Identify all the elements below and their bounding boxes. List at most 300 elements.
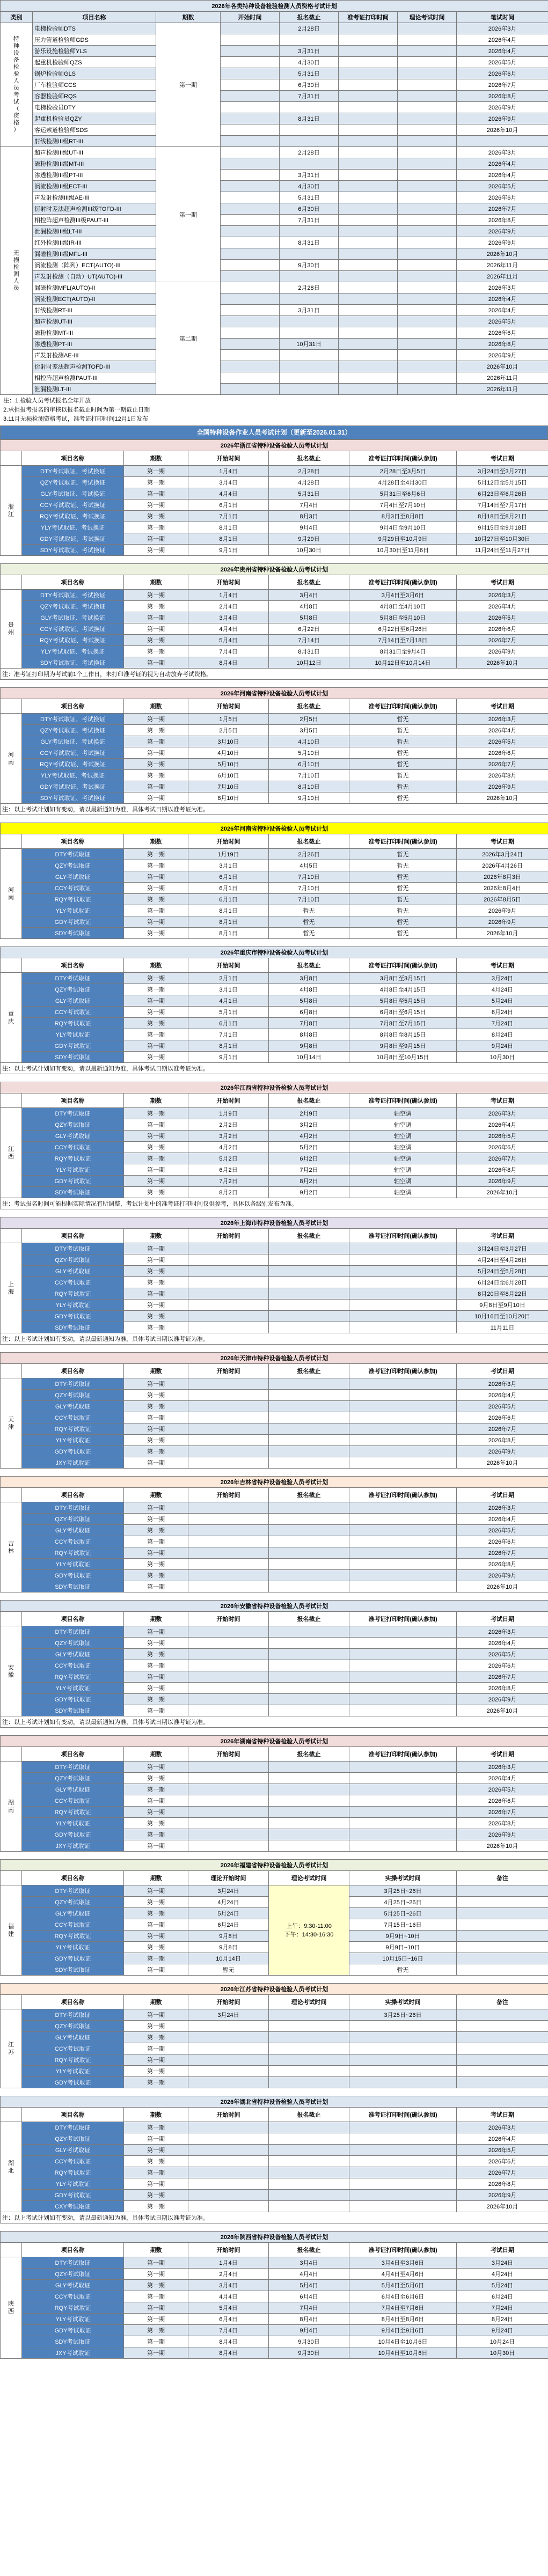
cell: 7月24日 xyxy=(457,2302,548,2314)
province-title: 2026年湖南省特种设备检验人员考试计划 xyxy=(1,1736,548,1747)
theory-date xyxy=(398,79,457,91)
cell: 10月24日 xyxy=(457,2336,548,2347)
cell xyxy=(188,2032,269,2043)
header-cell: 考试日期 xyxy=(457,2108,548,2122)
table-row xyxy=(1,46,548,57)
cell xyxy=(269,1626,349,1638)
ticket-print xyxy=(339,181,398,192)
cell xyxy=(349,1795,457,1807)
province-title: 2026年河南省特种设备检验人员考试计划 xyxy=(1,688,548,699)
cell: 8月4日至8月6日 xyxy=(349,2314,457,2325)
table-row xyxy=(1,1773,548,1784)
deadline xyxy=(280,34,339,46)
note-row xyxy=(1,1198,548,1209)
cell xyxy=(188,1435,269,1446)
cell: 9月10日 xyxy=(269,792,349,804)
cell xyxy=(188,2077,269,2088)
cell: 4月28日至4月30日 xyxy=(349,477,457,488)
project-name: CCY考试取证、考试换证 xyxy=(22,623,124,635)
cell xyxy=(457,2077,548,2088)
deadline xyxy=(280,384,339,395)
cell xyxy=(188,1536,269,1547)
exam-date: 2026年5月 xyxy=(457,316,548,327)
cell: 9月8日至9月15日 xyxy=(349,1040,457,1052)
start-date xyxy=(221,46,280,57)
table-row xyxy=(1,770,548,781)
cell: 第一期 xyxy=(124,1694,188,1705)
header-cell: 准考证打印时间(确认参加) xyxy=(349,1229,457,1243)
spacer xyxy=(0,1469,548,1476)
project-name: 泄漏检测LT-III xyxy=(33,384,156,395)
table-row xyxy=(1,147,548,158)
blank-cell xyxy=(1,1093,22,1108)
cell: 10月14日 xyxy=(269,1052,349,1063)
cell: 4月25日~26日 xyxy=(349,1897,457,1908)
project-name: 射线检测RT-III xyxy=(33,305,156,316)
project-name: QZY考试取证 xyxy=(22,1119,124,1131)
exam-date: 2026年10月 xyxy=(457,248,548,260)
header-cell: 报名截止 xyxy=(269,1488,349,1502)
cell: 9月8日至9月10日 xyxy=(457,1300,548,1311)
project-name: 渗透检测III级PT-III xyxy=(33,170,156,181)
header-cell: 考试日期 xyxy=(457,1364,548,1378)
cell: 第一期 xyxy=(124,725,188,736)
cell xyxy=(269,1829,349,1840)
cell: 2026年10月 xyxy=(457,1457,548,1469)
cell: 第一期 xyxy=(124,1671,188,1683)
cell: 10月30日 xyxy=(269,545,349,556)
cell: 7月14日至7月17日 xyxy=(457,500,548,511)
cell: 5月12日至5月15日 xyxy=(457,477,548,488)
deadline xyxy=(280,136,339,147)
cell: 8月24日 xyxy=(457,1029,548,1040)
cell: 9月1日 xyxy=(188,545,269,556)
cell: 2026年9月 xyxy=(457,781,548,792)
start-date xyxy=(221,170,280,181)
cell: 4月4日 xyxy=(188,488,269,500)
category-cell: 特 种 设 备 检 验 人 员 考 试 （ 资 格 ） xyxy=(1,23,33,147)
province-header-row xyxy=(1,451,548,466)
cell: 7月4日 xyxy=(188,2325,269,2336)
header-cell: 开始时间 xyxy=(188,958,269,973)
cell xyxy=(188,1243,269,1254)
deadline xyxy=(280,158,339,170)
cell: 2026年8月 xyxy=(457,770,548,781)
cell: 第一期 xyxy=(124,1187,188,1198)
cell xyxy=(188,1660,269,1671)
start-date xyxy=(221,248,280,260)
cell: 2026年8月 xyxy=(457,1818,548,1829)
table-row xyxy=(1,2145,548,2156)
cell: 2026年7月 xyxy=(457,2167,548,2178)
exam-date: 2026年8月 xyxy=(457,91,548,102)
cell: 6月4日 xyxy=(269,2291,349,2302)
cell: 第一期 xyxy=(124,883,188,894)
cell xyxy=(269,1762,349,1773)
cell: 第一期 xyxy=(124,1840,188,1852)
ticket-print xyxy=(339,23,398,34)
project-name: RQY考试取证、考试换证 xyxy=(22,635,124,646)
note-row xyxy=(1,1063,548,1074)
table-row xyxy=(1,361,548,372)
cell: 1月4日 xyxy=(188,2257,269,2269)
cell: 第一期 xyxy=(124,1040,188,1052)
cell xyxy=(188,1671,269,1683)
theory-date xyxy=(398,237,457,248)
cell: 8月18日至8月21日 xyxy=(457,511,548,522)
theory-date xyxy=(398,34,457,46)
cell xyxy=(269,2178,349,2190)
cell: 6月8日 xyxy=(269,1007,349,1018)
header-cell: 开始时间 xyxy=(188,834,269,849)
cell: 第一期 xyxy=(124,533,188,545)
start-date xyxy=(221,23,280,34)
project-name: QZY考试取证 xyxy=(22,1390,124,1401)
header-cell: 报名截止 xyxy=(269,1229,349,1243)
header-cell: 项目名称 xyxy=(22,1364,124,1378)
cell: 2026年3月 xyxy=(457,1378,548,1390)
theory-date xyxy=(398,192,457,203)
table-row xyxy=(1,68,548,79)
theory-date xyxy=(398,158,457,170)
province-title: 2026年上海市特种设备检验人员考试计划 xyxy=(1,1217,548,1229)
cell: 3月25日~26日 xyxy=(349,1885,457,1897)
cell xyxy=(349,1502,457,1514)
cell: 第一期 xyxy=(124,770,188,781)
table-row xyxy=(1,226,548,237)
deadline: 7月31日 xyxy=(280,215,339,226)
cell: 第一期 xyxy=(124,635,188,646)
project-name: CCY考试取证 xyxy=(22,1919,124,1931)
header-cell: 期数 xyxy=(124,2108,188,2122)
cell: 4月24日 xyxy=(188,1897,269,1908)
cell: 第一期 xyxy=(124,466,188,477)
table-row xyxy=(1,124,548,136)
deadline: 2月28日 xyxy=(280,23,339,34)
table-row xyxy=(1,1649,548,1660)
cell: 8月3日 xyxy=(269,511,349,522)
main-notes xyxy=(0,395,548,425)
cell: 3月10日 xyxy=(188,736,269,747)
cell xyxy=(188,1254,269,1266)
table-row xyxy=(1,2054,548,2066)
cell: 第一期 xyxy=(124,871,188,883)
cell: 8月8日至8月15日 xyxy=(349,1029,457,1040)
province-title-row xyxy=(1,1477,548,1488)
cell: 第一期 xyxy=(124,747,188,759)
cell: 10月30日至11月6日 xyxy=(349,545,457,556)
cell xyxy=(188,1694,269,1705)
theory-date xyxy=(398,305,457,316)
cell xyxy=(349,1638,457,1649)
cell: 暂无 xyxy=(349,894,457,905)
cell: 2026年5月 xyxy=(457,1784,548,1795)
header-cell: 考试日期 xyxy=(457,1093,548,1108)
cell: 第一期 xyxy=(124,1683,188,1694)
table-row xyxy=(1,203,548,215)
start-date xyxy=(221,136,280,147)
table-row xyxy=(1,1142,548,1153)
cell: 2月4日 xyxy=(188,601,269,612)
cell: 9月15日至9月18日 xyxy=(457,522,548,533)
province-note: 注：以上考试计划如有变动，请以最新通知为准，具体考试日期以准考证为准。 xyxy=(1,2212,548,2223)
cell: 轴空调 xyxy=(349,1164,457,1176)
section-band: 全国特种设备作业人员考试计划（更新至2026.01.31） xyxy=(0,425,548,439)
deadline: 9月30日 xyxy=(280,260,339,271)
cell: 2026年5月 xyxy=(457,612,548,623)
project-name: DTY考试取证、考试换证 xyxy=(22,590,124,601)
table-row xyxy=(1,477,548,488)
province-title-row xyxy=(1,564,548,575)
province-table xyxy=(0,2096,548,2223)
theory-date xyxy=(398,170,457,181)
cell xyxy=(188,1626,269,1638)
start-date xyxy=(221,339,280,350)
project-name: CCY考试取证、考试换证 xyxy=(22,747,124,759)
cell xyxy=(269,1660,349,1671)
province-header-row xyxy=(1,834,548,849)
header-cell: 项目名称 xyxy=(22,1995,124,2009)
cell: 轴空调 xyxy=(349,1176,457,1187)
table-row xyxy=(1,237,548,248)
cell: 9月4日 xyxy=(269,522,349,533)
cell xyxy=(269,2156,349,2167)
project-name: DTY考试取证 xyxy=(22,1626,124,1638)
cell xyxy=(349,2021,457,2032)
project-name: DTY考试取证 xyxy=(22,1885,124,1897)
project-name: DTY考试取证、考试换证 xyxy=(22,466,124,477)
province-label: 湖 北 xyxy=(1,2122,22,2212)
cell: 2026年9月 xyxy=(457,1694,548,1705)
cell: 第一期 xyxy=(124,2325,188,2336)
exam-date: 2026年11月 xyxy=(457,372,548,384)
cell: 7月14日至7月18日 xyxy=(349,635,457,646)
cell: 6月1日 xyxy=(188,883,269,894)
ticket-print xyxy=(339,136,398,147)
cell: 第一期 xyxy=(124,601,188,612)
cell xyxy=(349,2190,457,2201)
project-name: RQY考试取证 xyxy=(22,1547,124,1559)
cell xyxy=(269,2122,349,2133)
table-row xyxy=(1,91,548,102)
cell: 第一期 xyxy=(124,2257,188,2269)
table-row xyxy=(1,1581,548,1592)
project-name: RQY考试取证 xyxy=(22,894,124,905)
header-cell: 准考证打印时间(确认参加) xyxy=(349,1612,457,1626)
cell: 2026年10月 xyxy=(457,1840,548,1852)
cell: 3月24日至3月27日 xyxy=(457,1243,548,1254)
exam-date: 2026年4月 xyxy=(457,34,548,46)
cell: 8月8日 xyxy=(269,1029,349,1040)
header-cell: 项目名称 xyxy=(22,1093,124,1108)
province-note: 注：以上考试计划如有变动，请以最新通知为准，具体考试日期以准考证为准。 xyxy=(1,804,548,815)
project-name: 渗透检测PT-III xyxy=(33,339,156,350)
cell xyxy=(269,1683,349,1694)
province-header-row xyxy=(1,1612,548,1626)
cell: 4月8日 xyxy=(269,601,349,612)
cell xyxy=(349,1581,457,1592)
cell: 2026年8月3日 xyxy=(457,871,548,883)
cell: 2026年8月 xyxy=(457,1435,548,1446)
cell xyxy=(349,1660,457,1671)
cell xyxy=(269,1412,349,1423)
header-cell: 开始时间 xyxy=(188,1747,269,1762)
project-name: CCY考试取证 xyxy=(22,1007,124,1018)
cell: 8月2日 xyxy=(269,1176,349,1187)
header-cell: 期数 xyxy=(124,2243,188,2257)
deadline: 7月31日 xyxy=(280,91,339,102)
cell: 7月8日至7月15日 xyxy=(349,1018,457,1029)
note-row xyxy=(1,804,548,815)
cell: 3月8日至3月15日 xyxy=(349,973,457,984)
cell xyxy=(349,1671,457,1683)
spacer xyxy=(0,1852,548,1859)
cell xyxy=(349,1435,457,1446)
cell: 暂无 xyxy=(349,725,457,736)
cell: 2026年3月 xyxy=(457,714,548,725)
province-title: 2026年福建省特种设备检验人员考试计划 xyxy=(1,1860,548,1871)
cell: 9月4日至9月6日 xyxy=(349,2325,457,2336)
table-row xyxy=(1,2257,548,2269)
project-name: GDY考试取证 xyxy=(22,1040,124,1052)
cell: 2026年5月 xyxy=(457,1649,548,1660)
exam-date: 2026年11月 xyxy=(457,260,548,271)
table-row xyxy=(1,327,548,339)
cell: 第一期 xyxy=(124,1457,188,1469)
project-name: QZY考试取证 xyxy=(22,1638,124,1649)
cell xyxy=(349,1412,457,1423)
cell xyxy=(269,1784,349,1795)
table-row xyxy=(1,916,548,928)
theory-date xyxy=(398,203,457,215)
cell: 第一期 xyxy=(124,1795,188,1807)
cell: 6月24日 xyxy=(188,1919,269,1931)
cell xyxy=(269,1446,349,1457)
project-name: QZY考试取证 xyxy=(22,860,124,871)
table-row xyxy=(1,113,548,124)
cell: 4月24日至4月26日 xyxy=(457,1254,548,1266)
project-name: QZY考试取证 xyxy=(22,1514,124,1525)
table-row xyxy=(1,1153,548,1164)
project-name: GDY考试取证 xyxy=(22,1176,124,1187)
project-name: RQY考试取证 xyxy=(22,2302,124,2314)
cell xyxy=(349,2156,457,2167)
cell xyxy=(269,2145,349,2156)
cell: 10月14日 xyxy=(188,1953,269,1964)
cell: 4月10日 xyxy=(188,747,269,759)
start-date xyxy=(221,384,280,395)
start-date xyxy=(221,124,280,136)
province-label: 陕 西 xyxy=(1,2257,22,2359)
cell xyxy=(269,1277,349,1288)
cell: 第一期 xyxy=(124,860,188,871)
table-row xyxy=(1,894,548,905)
cell: 9月24日 xyxy=(457,1040,548,1052)
project-name: QZY考试取证 xyxy=(22,2021,124,2032)
province-label: 江 苏 xyxy=(1,2009,22,2088)
cell xyxy=(188,2201,269,2212)
cell: 第一期 xyxy=(124,2077,188,2088)
header-cell: 报名截止 xyxy=(269,2108,349,2122)
cell: 8月1日 xyxy=(188,905,269,916)
province-title: 2026年浙江省特种设备检验人员考试计划 xyxy=(1,440,548,451)
table-row xyxy=(1,714,548,725)
project-name: GDY考试取证 xyxy=(22,1446,124,1457)
cell: 11月24日至11月27日 xyxy=(457,545,548,556)
header-cell: 项目名称 xyxy=(22,1612,124,1626)
ticket-print xyxy=(339,57,398,68)
header-cell: 准考证打印时间(确认参加) xyxy=(349,834,457,849)
cell: 5月31日 xyxy=(269,488,349,500)
table-row xyxy=(1,2077,548,2088)
cell: 第一期 xyxy=(124,1007,188,1018)
header-cell: 报名截止 xyxy=(269,2243,349,2257)
project-name: CCY考试取证 xyxy=(22,2156,124,2167)
cell xyxy=(269,2190,349,2201)
blank-cell xyxy=(1,1747,22,1762)
table-row xyxy=(1,1762,548,1773)
cell: 6月22日 xyxy=(269,623,349,635)
cell xyxy=(349,1254,457,1266)
header-cell: 开始时间 xyxy=(221,12,280,23)
cell: 第一期 xyxy=(124,1446,188,1457)
blank-cell xyxy=(1,2108,22,2122)
cell: 暂无 xyxy=(349,883,457,894)
cell: 第一期 xyxy=(124,1153,188,1164)
theory-date xyxy=(398,215,457,226)
cell: 第一期 xyxy=(124,2314,188,2325)
header-cell: 考试日期 xyxy=(457,2243,548,2257)
cell: 第一期 xyxy=(124,2133,188,2145)
province-note: 注：考试报名时间可能根据实际情况有所调整，考试计划中的准考证打印时间仅供参考，具体以各级别发布为准。 xyxy=(1,1198,548,1209)
deadline: 3月31日 xyxy=(280,46,339,57)
cell: 第一期 xyxy=(124,1164,188,1176)
table-row xyxy=(1,158,548,170)
cell xyxy=(269,1514,349,1525)
ticket-print xyxy=(339,248,398,260)
province-title-row xyxy=(1,2096,548,2108)
cell xyxy=(188,2021,269,2032)
header-cell: 报名截止 xyxy=(269,834,349,849)
cell: 5月10日 xyxy=(269,747,349,759)
header-cell: 报名截止 xyxy=(269,451,349,466)
table-row xyxy=(1,533,548,545)
spacer xyxy=(0,680,548,687)
cell: 轴空调 xyxy=(349,1142,457,1153)
cell: 3月4日至3月6日 xyxy=(349,590,457,601)
cell xyxy=(188,1277,269,1288)
table-row xyxy=(1,2122,548,2133)
cell: 10月4日至10月6日 xyxy=(349,2347,457,2359)
table-row xyxy=(1,1818,548,1829)
table-row xyxy=(1,646,548,657)
header-cell: 开始时间 xyxy=(188,1229,269,1243)
header-cell: 实操考试时间 xyxy=(349,1871,457,1885)
table-row xyxy=(1,1040,548,1052)
cell: 暂无 xyxy=(269,916,349,928)
cell: 2月28日 xyxy=(269,466,349,477)
start-date xyxy=(221,316,280,327)
cell: 第一期 xyxy=(124,1885,188,1897)
spacer xyxy=(0,2223,548,2231)
start-date xyxy=(221,158,280,170)
cell: 7月4日至7月10日 xyxy=(349,500,457,511)
header-cell: 考试日期 xyxy=(457,451,548,466)
table-row xyxy=(1,635,548,646)
project-name: 涡流检测ECT(AUTO)-II xyxy=(33,293,156,305)
ticket-print xyxy=(339,237,398,248)
table-row xyxy=(1,192,548,203)
